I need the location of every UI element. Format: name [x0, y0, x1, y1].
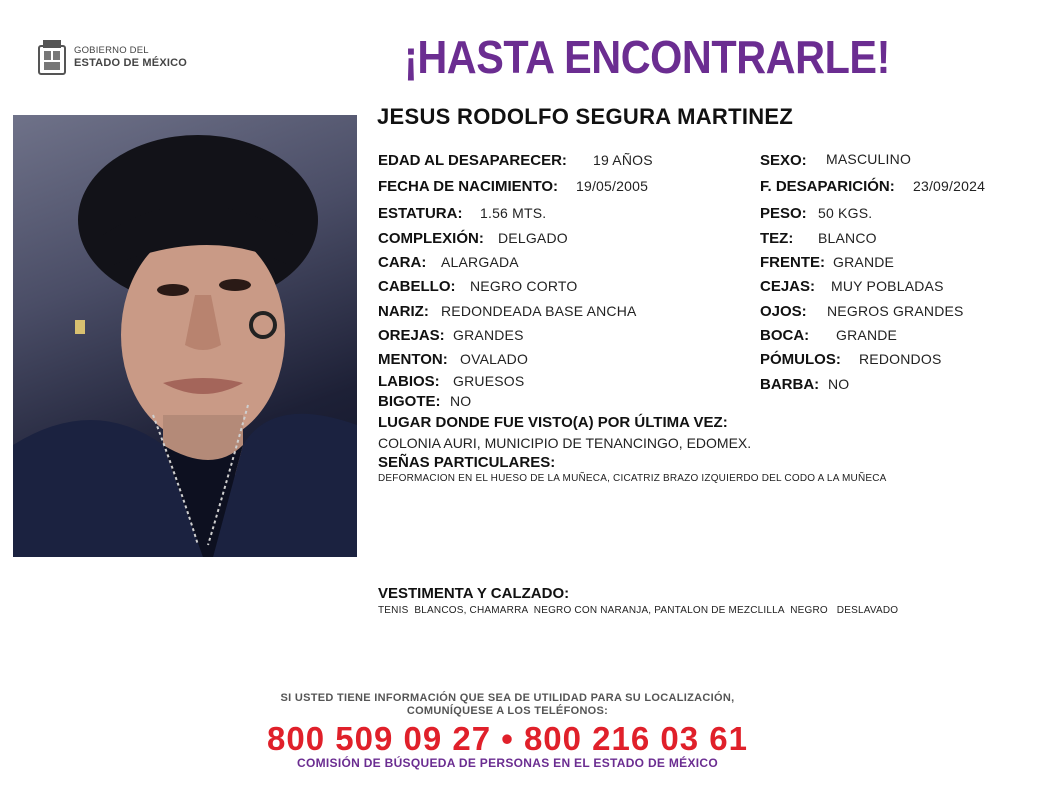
person-name: JESUS RODOLFO SEGURA MARTINEZ [377, 104, 794, 129]
cara-value: ALARGADA [441, 254, 519, 270]
tez-label: TEZ: [760, 230, 794, 247]
peso-value: 50 KGS. [818, 205, 873, 221]
complexion-label: COMPLEXIÓN: [378, 230, 484, 247]
senas-value: DEFORMACION EN EL HUESO DE LA MUÑECA, CICATRIZ BRAZO IZQUIERDO DEL CODO A LA MUÑECA [378, 473, 887, 484]
edad-label: EDAD AL DESAPARECER: [378, 152, 567, 169]
labios-value: GRUESOS [453, 373, 525, 389]
state-seal-icon [36, 38, 68, 76]
commission-name: COMISIÓN DE BÚSQUEDA DE PERSONAS EN EL ESTADO DE MÉXICO [297, 756, 718, 770]
sexo-label: SEXO: [760, 152, 807, 169]
orejas-value: GRANDES [453, 327, 524, 343]
frente-label: FRENTE: [760, 254, 825, 271]
nacimiento-label: FECHA DE NACIMIENTO: [378, 178, 558, 195]
ojos-label: OJOS: [760, 303, 807, 320]
cejas-value: MUY POBLADAS [831, 278, 944, 294]
labios-label: LABIOS: [378, 373, 440, 390]
cabello-value: NEGRO CORTO [470, 278, 578, 294]
nacimiento-value: 19/05/2005 [576, 178, 649, 194]
nariz-label: NARIZ: [378, 303, 429, 320]
headline: ¡HASTA ENCONTRARLE! [404, 31, 890, 83]
cejas-label: CEJAS: [760, 278, 816, 295]
boca-label: BOCA: [760, 327, 810, 344]
lugar-value: COLONIA AURI, MUNICIPIO DE TENANCINGO, EDOMEX. [378, 435, 752, 451]
menton-label: MENTON: [378, 351, 448, 368]
footer-info-line2: COMUNÍQUESE A LOS TELÉFONOS: [406, 705, 609, 717]
sexo-value: MASCULINO [826, 151, 912, 167]
bigote-label: BIGOTE: [378, 393, 441, 410]
barba-label: BARBA: [760, 376, 820, 393]
menton-value: OVALADO [460, 351, 529, 367]
senas-label: SEÑAS PARTICULARES: [378, 454, 556, 471]
lugar-label: LUGAR DONDE FUE VISTO(A) POR ÚLTIMA VEZ: [378, 414, 728, 431]
logo-line2: ESTADO DE MÉXICO [74, 57, 188, 69]
nariz-value: REDONDEADA BASE ANCHA [441, 303, 637, 319]
estatura-label: ESTATURA: [378, 205, 463, 222]
boca-value: GRANDE [836, 327, 898, 343]
person-photo [13, 115, 357, 557]
cabello-label: CABELLO: [378, 278, 456, 295]
vestimenta-value: TENIS BLANCOS, CHAMARRA NEGRO CON NARANJA, PANTALON DE MEZCLILLA NEGRO DESLAVADO [378, 605, 899, 616]
orejas-label: OREJAS: [378, 327, 445, 344]
bigote-value: NO [450, 393, 472, 409]
complexion-value: DELGADO [498, 230, 568, 246]
tez-value: BLANCO [818, 230, 877, 246]
phone-numbers: 800 509 09 27 • 800 216 03 61 [267, 720, 748, 757]
desaparicion-value: 23/09/2024 [913, 178, 986, 194]
peso-label: PESO: [760, 205, 807, 222]
footer-info-line1: SI USTED TIENE INFORMACIÓN QUE SEA DE UTILIDAD PARA SU LOCALIZACIÓN, [280, 692, 735, 704]
pomulos-value: REDONDOS [859, 351, 942, 367]
cara-label: CARA: [378, 254, 427, 271]
estatura-value: 1.56 MTS. [480, 205, 547, 221]
person-photo-illustration [13, 115, 357, 557]
pomulos-label: PÓMULOS: [760, 351, 841, 368]
government-logo [36, 38, 187, 76]
frente-value: GRANDE [833, 254, 895, 270]
edad-value: 19 AÑOS [593, 152, 653, 168]
logo-line1: GOBIERNO DEL [74, 45, 149, 56]
ojos-value: NEGROS GRANDES [827, 303, 964, 319]
desaparicion-label: F. DESAPARICIÓN: [760, 178, 895, 195]
barba-value: NO [828, 376, 850, 392]
vestimenta-label: VESTIMENTA Y CALZADO: [378, 585, 570, 602]
